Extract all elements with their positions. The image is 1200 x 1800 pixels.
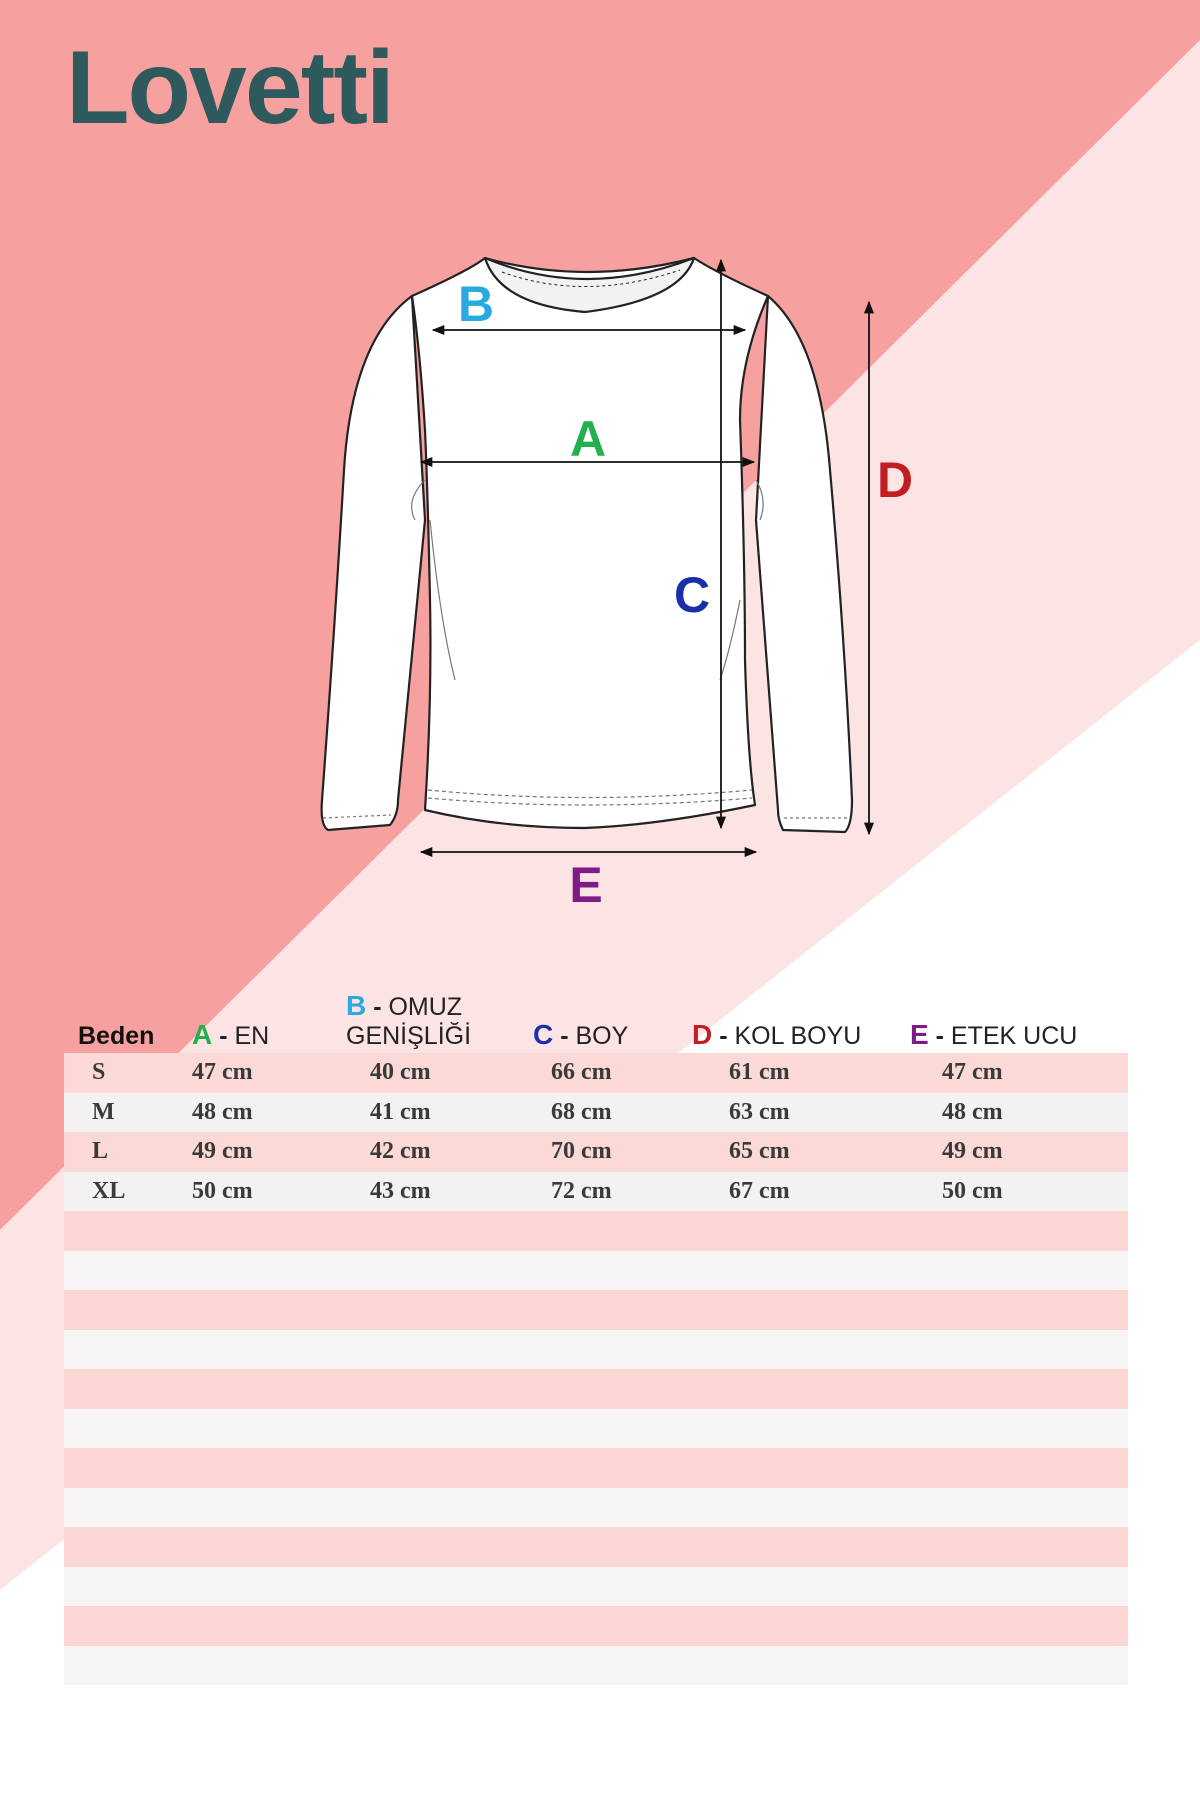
measurement-cell: 49 cm (942, 1138, 1003, 1164)
size-cell: S (92, 1059, 106, 1085)
measurement-cell: 70 cm (551, 1138, 612, 1164)
label-A: A (569, 411, 607, 467)
header-letter: A (192, 1018, 213, 1050)
measurement-cell: 49 cm (192, 1138, 253, 1164)
header-C: C - BOY (533, 1018, 629, 1050)
header-letter: B (346, 990, 367, 1022)
header-letter: C (533, 1018, 554, 1050)
header-B: B - OMUZ GENİŞLİĞİ (346, 990, 472, 1051)
size-cell: XL (92, 1177, 126, 1204)
header-letter: E (910, 1018, 929, 1050)
label-C: C (673, 567, 711, 623)
table-header (64, 985, 1128, 1053)
measurement-cell: 43 cm (370, 1177, 431, 1204)
empty-table-row (64, 1330, 1128, 1370)
label-D: D (876, 452, 914, 508)
label-E: E (569, 857, 603, 913)
measurement-cell: 42 cm (370, 1138, 431, 1164)
header-text-line2: GENİŞLİĞİ (346, 1022, 472, 1051)
size-cell: L (92, 1138, 109, 1164)
measurement-cell: 66 cm (551, 1059, 612, 1085)
header-D: D - KOL BOYU (692, 1018, 862, 1050)
empty-table-row (64, 1527, 1128, 1567)
header-text: EN (234, 1021, 270, 1050)
empty-table-row (64, 1488, 1128, 1528)
header-text: OMUZ (388, 993, 463, 1022)
measurement-cell: 47 cm (192, 1059, 253, 1085)
table-row (64, 1053, 1128, 1093)
measurement-cell: 63 cm (729, 1098, 790, 1125)
header-text: ETEK UCU (950, 1021, 1078, 1050)
measurement-cell: 41 cm (370, 1098, 431, 1125)
brand-logo: Lovetti (66, 30, 393, 146)
measurement-cell: 48 cm (192, 1098, 253, 1125)
header-size: Beden (78, 1022, 155, 1051)
empty-table-row (64, 1646, 1128, 1686)
empty-table-row (64, 1409, 1128, 1449)
header-E: E - ETEK UCU (910, 1018, 1078, 1050)
measurement-cell: 67 cm (729, 1177, 790, 1204)
header-A: A - EN (192, 1018, 270, 1050)
size-table (64, 985, 1128, 1685)
empty-table-row (64, 1251, 1128, 1291)
measurement-cell: 50 cm (192, 1177, 253, 1204)
header-text: BOY (575, 1021, 629, 1050)
shirt-outline (322, 258, 852, 832)
measurement-cell: 68 cm (551, 1098, 612, 1125)
empty-table-row (64, 1369, 1128, 1409)
header-text: KOL BOYU (734, 1021, 862, 1050)
empty-table-row (64, 1448, 1128, 1488)
size-cell: M (92, 1098, 115, 1125)
empty-table-row (64, 1567, 1128, 1607)
measurement-cell: 61 cm (729, 1059, 790, 1085)
empty-table-row (64, 1290, 1128, 1330)
measurement-cell: 40 cm (370, 1059, 431, 1085)
empty-table-row (64, 1606, 1128, 1646)
measurement-cell: 47 cm (942, 1059, 1003, 1085)
table-row (64, 1093, 1128, 1133)
header-letter: D (692, 1018, 713, 1050)
measurement-cell: 48 cm (942, 1098, 1003, 1125)
table-body (64, 1053, 1128, 1685)
table-row (64, 1132, 1128, 1172)
measurement-cell: 50 cm (942, 1177, 1003, 1204)
measurement-cell: 72 cm (551, 1177, 612, 1204)
table-row (64, 1172, 1128, 1212)
label-B: B (457, 276, 495, 332)
empty-table-row (64, 1211, 1128, 1251)
measurement-cell: 65 cm (729, 1138, 790, 1164)
